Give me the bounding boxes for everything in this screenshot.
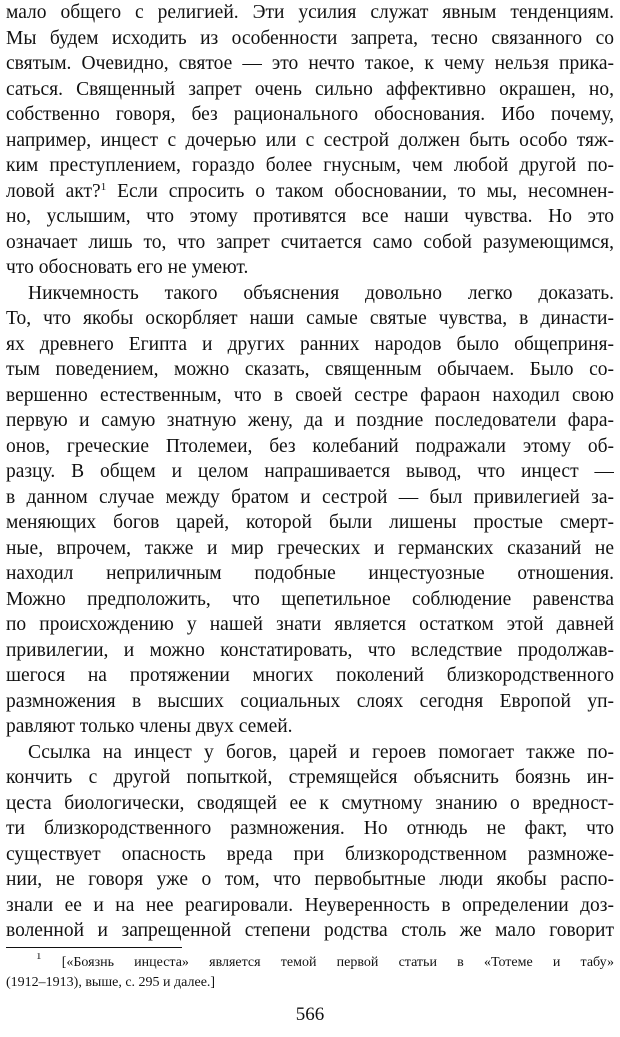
footnote-line: $^1$ [«Боязнь инцеста» является темой первой статьи в «Тотеме и табу» <box>6 953 614 973</box>
page-number: 566 <box>295 1004 325 1025</box>
text-line: ти близкородственного размножения. Но отнюдь не факт, что <box>6 818 614 839</box>
body-text <box>6 0 614 944</box>
text-line: Можно предположить, что щепетильное соблюдение равенства <box>6 588 614 610</box>
text-line: находил неприличным подобные инцестуозные отношения. <box>6 563 614 584</box>
text-line: меняющих богов царей, которой были лишены простые смерт- <box>6 512 614 533</box>
footnote-reference: 1 <box>100 180 107 193</box>
text-line: разцу. В общем и целом напрашивается вывод, что инцест — <box>6 461 614 482</box>
text-line: в данном случае между братом и сестрой — был привилегией за- <box>6 486 614 508</box>
text-line: собственно говоря, без рационального обоснования. Ибо почему, <box>6 104 614 125</box>
text-line: по происхождению у нашей знати является остатком этой давней <box>6 614 614 635</box>
text-line: То, что якобы оскорбляет наши самые святые чувства, в династи- <box>6 308 614 329</box>
text-line: тым поведением, можно сказать, священным обычаем. Было со- <box>6 359 614 380</box>
text-line: ловой акт?$^1$ Если спросить о таком обосновании, то мы, несомнен- <box>6 180 614 202</box>
text-line: Ссылка на инцест у богов, царей и героев помогает также по- <box>28 741 614 763</box>
text-line: вершенно естественным, что в своей сестре фараон находил свою <box>6 384 614 406</box>
text-line: воленной и запрещенной степени родства столь же мало говорит <box>6 920 614 941</box>
text-line: ях древнего Египта и других ранних народов было общеприня- <box>6 333 614 355</box>
text-line: ные, впрочем, также и мир греческих и германских сказаний не <box>6 537 614 559</box>
text-line: равляют только члены двух семей. <box>6 716 293 737</box>
footnote <box>6 953 614 993</box>
text-line: Мы будем исходить из особенности запрета, тесно связанного со <box>6 27 614 49</box>
text-line: мало общего с религией. Эти усилия служат явным тенденциям. <box>6 2 614 23</box>
text-line: что обосновать его не умеют. <box>6 257 249 278</box>
text-line: ким преступлением, гораздо более гнусным, чем любой другой по- <box>6 155 614 176</box>
text-line: шегося на протяжении многих поколений близкородственного <box>6 665 614 686</box>
footnote-separator <box>6 947 182 948</box>
text-line: привилегии, и можно констатировать, что вследствие продолжав- <box>6 639 614 661</box>
text-line: нии, не говоря уже о том, что первобытные люди якобы распо- <box>6 869 614 890</box>
text-line: кончить с другой попыткой, стремящейся объяснить боязнь ин- <box>6 767 614 788</box>
text-line: размножения в высших социальных слоях сегодня Европой уп- <box>6 690 614 712</box>
text-line: Никчемность такого объяснения довольно легко доказать. <box>28 282 614 304</box>
footnote-line: (1912–1913), выше, с. 295 и далее.] <box>6 975 216 990</box>
text-line: святым. Очевидно, святое — это нечто такое, к чему нельзя прика- <box>6 53 614 74</box>
text-line: саться. Священный запрет очень сильно аффективно окрашен, но, <box>6 78 614 100</box>
text-line: но, услышим, что этому противятся все наши чувства. Но это <box>6 206 614 227</box>
text-line: первую и самую знатную жену, да и поздние последователи фара- <box>6 410 614 431</box>
text-line: например, инцест с дочерью или с сестрой должен быть особо тяж- <box>6 129 614 151</box>
text-line: существует опасность вреда при близкородственном размноже- <box>6 843 614 865</box>
text-line: знали ее и на нее реагировали. Неуверенность в определении доз- <box>6 894 614 916</box>
text-line: онов, греческие Птолемеи, без колебаний подражали этому об- <box>6 435 614 457</box>
text-line: цеста биологически, сводящей ее к смутному знанию о вредност- <box>6 792 614 814</box>
footnote-marker: 1 <box>36 953 42 962</box>
text-line: означает лишь то, что запрет считается само собой разумеющимся, <box>6 231 614 253</box>
